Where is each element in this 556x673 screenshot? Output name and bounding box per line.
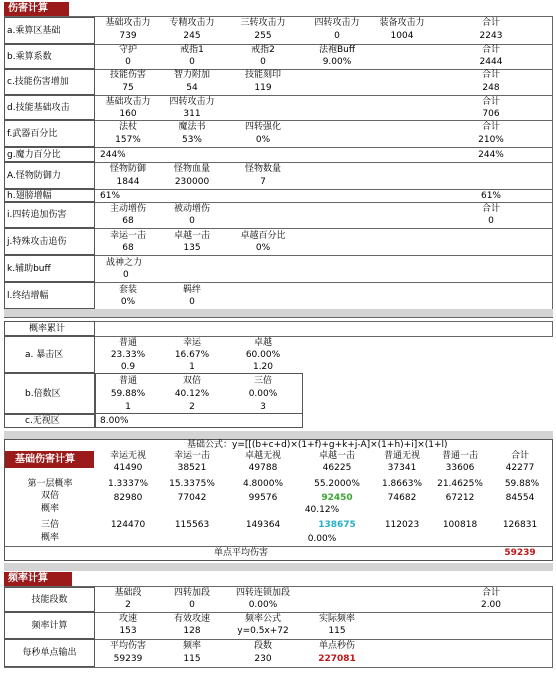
seg-h0: 基础段 [114, 588, 142, 598]
f-total-label: 合计 [481, 122, 500, 132]
a-v0: 739 [119, 31, 137, 41]
d-total-label: 合计 [481, 97, 500, 107]
a-v1: 245 [183, 31, 201, 41]
mult-m0: 1 [125, 402, 131, 412]
k-h: 战神之力 [106, 258, 143, 268]
triple-v4: 112023 [384, 520, 420, 530]
b-h1: 戒指1 [180, 45, 204, 55]
row1-v4: 1.8663% [381, 479, 423, 489]
label-f: f.武器百分比 [4, 120, 95, 147]
b-h2: 戒指2 [251, 45, 275, 55]
crit-h1: 幸运 [182, 338, 201, 348]
row-sep [95, 228, 552, 229]
b-total: 2444 [479, 57, 503, 67]
c-h1: 智力附加 [173, 70, 210, 80]
triple-prob-label: 概率 [40, 533, 59, 543]
c-h0: 技能伤害 [109, 70, 146, 80]
s1-divider-band [4, 309, 553, 317]
dps-h2: 段数 [253, 641, 272, 651]
base-v4: 37341 [387, 463, 417, 473]
label-mult-zone: b.倍数区 [4, 373, 95, 414]
l-h0: 套装 [118, 285, 137, 295]
label-h: h.翅膀增幅 [4, 189, 95, 202]
label-a: a.乘算区基础 [4, 17, 95, 44]
a-h3: 四转攻击力 [314, 18, 360, 28]
base-v0: 41490 [113, 463, 143, 473]
b-v2: 0 [260, 57, 266, 67]
A-v2: 7 [260, 177, 266, 187]
row-sep [95, 639, 552, 640]
crit-h2: 卓越 [253, 338, 272, 348]
mult-h1: 双倍 [182, 376, 201, 386]
j-v2: 0% [255, 243, 271, 253]
label-freq: 频率计算 [4, 612, 95, 639]
i-total-label: 合计 [481, 204, 500, 214]
double-v6: 84554 [505, 493, 535, 503]
row-sep [95, 255, 552, 256]
triple-prob: 0.00% [307, 534, 337, 544]
label-c: c.技能伤害增加 [4, 69, 95, 95]
l-v0: 0% [120, 297, 136, 307]
seg-v2: 0.00% [248, 600, 278, 610]
label-l: l.终结增幅 [4, 282, 95, 309]
base-v5: 33606 [445, 463, 475, 473]
a-v2: 255 [254, 31, 272, 41]
s2-top-rule [95, 321, 553, 322]
col-h1: 幸运一击 [173, 451, 210, 461]
d-v0: 160 [119, 109, 137, 119]
f-v2: 0% [255, 135, 271, 145]
label-b: b.乘算系数 [4, 44, 95, 69]
b-v1: 0 [189, 57, 195, 67]
crit-m0: 0.9 [120, 362, 136, 372]
h-total: 61% [480, 191, 501, 201]
mult-h2: 三倍 [253, 376, 272, 386]
freq-h0: 攻速 [118, 614, 137, 624]
mult-p1: 40.12% [174, 389, 210, 399]
b-v3: 9.00% [322, 57, 352, 67]
d-h0: 基础攻击力 [105, 97, 151, 107]
d-total: 706 [482, 109, 500, 119]
double-v5: 67212 [445, 493, 475, 503]
c-v1: 54 [186, 83, 198, 93]
triple-v1: 115563 [174, 520, 210, 530]
seg-v0: 2 [125, 600, 131, 610]
triple-v5: 100818 [442, 520, 478, 530]
label-A: A.怪物防御力 [4, 162, 95, 189]
s2-right-rule [552, 321, 553, 336]
seg-total-label: 合计 [481, 588, 500, 598]
seg-total: 2.00 [480, 600, 502, 610]
row1-v3: 55.2000% [314, 479, 360, 489]
freq-h3: 实际频率 [318, 614, 355, 624]
label-crit-zone: a. 暴击区 [4, 336, 95, 373]
mult-m2: 3 [260, 402, 266, 412]
label-ignore-zone: c.无视区 [4, 414, 95, 428]
crit-m1: 1 [189, 362, 195, 372]
i-v0: 68 [122, 216, 134, 226]
f-v1: 53% [181, 135, 202, 145]
j-h2: 卓越百分比 [240, 231, 286, 241]
avg-rule [5, 546, 552, 547]
j-v0: 68 [122, 243, 134, 253]
f-v0: 157% [115, 135, 141, 145]
mult-p0: 59.88% [110, 389, 146, 399]
base-damage-header: 基础伤害计算 [5, 451, 94, 468]
b-h3: 法袍Buff [318, 45, 356, 55]
i-h0: 主动增伤 [109, 204, 146, 214]
k-v: 0 [123, 270, 129, 280]
col-h6: 合计 [510, 451, 529, 461]
triple-v2: 149364 [245, 520, 281, 530]
i-v1: 0 [189, 216, 195, 226]
triple-v6: 126831 [502, 520, 538, 530]
row-sep [95, 120, 552, 121]
g-total: 244% [478, 150, 504, 160]
row-sep [95, 147, 552, 148]
seg-h2: 四转连锁加段 [235, 588, 290, 598]
row1-v6: 59.88% [504, 479, 540, 489]
mult-p2: 0.00% [248, 389, 278, 399]
formula-text: 基础公式：y=[[(b+c+d)×(1+f)+g+k+j-A]×(1+h)+i]×(1+l) [187, 440, 448, 450]
double-v1: 77042 [177, 493, 207, 503]
a-v3: 0 [334, 31, 340, 41]
row-sep [95, 95, 552, 96]
a-total-label: 合计 [481, 18, 500, 28]
row1-v5: 21.4625% [437, 479, 483, 489]
a-v4: 1004 [390, 31, 414, 41]
j-h1: 卓越一击 [173, 231, 210, 241]
l-h1: 羁绊 [182, 285, 201, 295]
label-seg: 技能段数 [4, 587, 95, 612]
col-h3: 卓越一击 [318, 451, 355, 461]
row-sep [95, 162, 552, 163]
double-v0: 82980 [113, 493, 143, 503]
col-h2: 卓越无视 [244, 451, 281, 461]
row1-label: 第一层概率 [27, 479, 73, 489]
c-total-label: 合计 [481, 70, 500, 80]
double-v2: 99576 [248, 493, 278, 503]
i-total: 0 [488, 216, 494, 226]
freq-h1: 有效攻速 [173, 614, 210, 624]
A-h1: 怪物血量 [173, 164, 210, 174]
row1-v0: 1.3337% [107, 479, 149, 489]
f-h2: 四转强化 [244, 122, 281, 132]
double-prob-label: 概率 [40, 504, 59, 514]
f-h0: 法杖 [118, 122, 137, 132]
c-total: 248 [482, 83, 500, 93]
d-h1: 四转攻击力 [169, 97, 215, 107]
dps-h0: 平均伤害 [109, 641, 146, 651]
dps-v2: 230 [254, 654, 272, 664]
j-h0: 幸运一击 [109, 231, 146, 241]
b-v0: 0 [125, 57, 131, 67]
crit-p1: 16.67% [174, 350, 210, 360]
label-g: g.魔力百分比 [4, 147, 95, 162]
freq-v1: 128 [183, 626, 201, 636]
A-v1: 230000 [174, 177, 210, 187]
freq-v3: 115 [328, 626, 346, 636]
a-h4: 装备攻击力 [379, 18, 425, 28]
j-v1: 135 [183, 243, 201, 253]
row-sep [95, 202, 552, 203]
base-v3: 46225 [322, 463, 352, 473]
freq-header: 频率计算 [4, 572, 72, 586]
dps-v0: 59239 [113, 654, 143, 664]
A-v0: 1844 [116, 177, 140, 187]
s4-bottom-rule [4, 667, 553, 668]
crit-p0: 23.33% [110, 350, 146, 360]
label-k: k.辅助buff [4, 255, 95, 282]
A-h2: 怪物数量 [244, 164, 281, 174]
c-h2: 技能刻印 [244, 70, 281, 80]
b-total-label: 合计 [481, 45, 500, 55]
mult-h0: 普通 [118, 376, 137, 386]
base-v2: 49788 [248, 463, 278, 473]
a-h2: 三转攻击力 [240, 18, 286, 28]
a-h0: 基础攻击力 [105, 18, 151, 28]
dps-v3: 227081 [318, 654, 356, 664]
label-i: i.四转追加伤害 [4, 202, 95, 228]
triple-v0: 124470 [110, 520, 146, 530]
base-v6: 42277 [505, 463, 535, 473]
c-v0: 75 [122, 83, 134, 93]
freq-h2: 频率公式 [244, 614, 281, 624]
label-j: j.特殊攻击追伤 [4, 228, 95, 255]
col-h5: 普通一击 [441, 451, 478, 461]
s4-top-band [4, 563, 553, 571]
g-v: 244% [100, 150, 126, 160]
crit-p2: 60.00% [245, 350, 281, 360]
row1-v1: 15.3375% [169, 479, 215, 489]
dps-v1: 115 [183, 654, 201, 664]
row-sep [95, 612, 552, 613]
crit-h0: 普通 [118, 338, 137, 348]
double-v4: 74682 [387, 493, 417, 503]
double-v3: 92450 [321, 493, 353, 503]
freq-v2: y=0.5x+72 [237, 626, 289, 636]
d-v1: 311 [183, 109, 201, 119]
row-sep [95, 282, 552, 283]
b-h0: 守护 [118, 45, 137, 55]
ignore-v: 8.00% [100, 416, 129, 426]
triple-v3: 138675 [318, 520, 356, 530]
double-label: 双倍 [40, 491, 59, 501]
s1-right-rule [552, 16, 553, 317]
f-total: 210% [478, 135, 504, 145]
s1-bottom-rule [4, 317, 553, 318]
triple-label: 三倍 [40, 520, 59, 530]
f-h1: 魔法书 [178, 122, 206, 132]
i-h1: 被动增伤 [173, 204, 210, 214]
base-v1: 38521 [177, 463, 207, 473]
col-h4: 普通无视 [383, 451, 420, 461]
double-prob: 40.12% [304, 505, 340, 515]
s3-top-band [4, 431, 553, 439]
prob-title: 概率累计 [4, 321, 95, 336]
avg-label: 单点平均伤害 [214, 548, 269, 558]
a-total: 2243 [479, 31, 503, 41]
row-sep [95, 189, 552, 190]
seg-v1: 0 [189, 600, 195, 610]
freq-v0: 153 [119, 626, 137, 636]
crit-m2: 1.20 [252, 362, 274, 372]
s4-right-rule [552, 586, 553, 667]
A-h0: 怪物防御 [109, 164, 146, 174]
l-v1: 0 [189, 297, 195, 307]
avg-value: 59239 [504, 548, 536, 558]
a-h1: 专精攻击力 [169, 18, 215, 28]
mult-m1: 2 [189, 402, 195, 412]
dps-h1: 频率 [182, 641, 201, 651]
label-dps: 每秒单点输出 [4, 639, 95, 667]
row1-v2: 4.8000% [242, 479, 284, 489]
label-d: d.技能基础攻击 [4, 95, 95, 120]
h-v: 61% [100, 191, 121, 201]
s2-rule [95, 336, 553, 337]
c-v2: 119 [254, 83, 272, 93]
dps-h3: 单点秒伤 [318, 641, 355, 651]
col-h0: 幸运无视 [109, 451, 146, 461]
seg-h1: 四转加段 [173, 588, 210, 598]
damage-calc-header: 伤害计算 [4, 2, 69, 16]
